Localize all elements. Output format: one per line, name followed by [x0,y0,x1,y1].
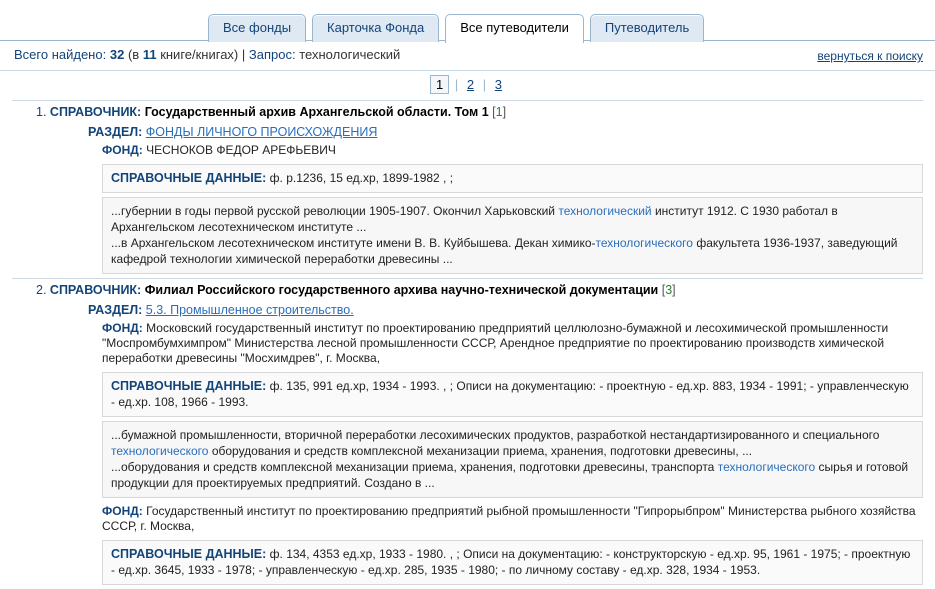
fond-label: ФОНД: [102,143,143,157]
reference-data-value: ф. р.1236, 15 ед.хр, 1899-1982 , ; [269,171,454,185]
reference-data-label: СПРАВОЧНЫЕ ДАННЫЕ: [111,547,267,561]
fond-name[interactable]: ЧЕСНОКОВ ФЕДОР АРЕФЬЕВИЧ [146,143,336,157]
tab-fund-card-label: Карточка Фонда [327,20,425,35]
summary-divider: | [241,47,246,62]
results-list [0,100,935,589]
razdel-row [88,122,923,141]
result-item [12,278,923,585]
snippet-card [102,421,923,498]
spravochnik-label: СПРАВОЧНИК: [49,105,142,119]
snippet-text: ...оборудования и средств комплексной механизации приема, хранения, подготовки древесины, транспорта [111,460,718,474]
tab-all-guides-label: Все путеводители [460,20,569,35]
result-body [12,300,923,585]
result-number: 1. [36,105,47,119]
reference-data-value: ф. 135, 991 ед.хр, 1934 - 1993. , ; Описи на документацию: - проектную - ед.хр. 883, 1934 - 1991; - управленческую - ед.хр. 108, 1966 - 1993. [111,379,909,409]
snippet-text: факультета 1936-1937, заведующий кафедрой технологии химической переработки древесины ... [111,236,898,266]
razdel-link[interactable]: 5.3. Промышленное строительство. [145,303,354,317]
highlighted-term[interactable]: технологического [595,236,693,250]
result-count: [3] [661,283,676,297]
pager-separator-2: | [482,77,487,92]
result-header [12,100,923,122]
result-body [12,122,923,274]
razdel-label: РАЗДЕЛ: [88,125,143,139]
highlighted-term[interactable]: технологического [111,444,209,458]
tab-all-funds[interactable] [208,14,306,42]
razdel-link[interactable]: ФОНДЫ ЛИЧНОГО ПРОИСХОЖДЕНИЯ [145,125,378,139]
books-open-paren: (в [127,47,140,62]
tab-all-funds-label: Все фонды [223,20,292,35]
tab-fund-card[interactable] [312,14,439,42]
back-to-search-link[interactable]: вернуться к поиску [817,49,923,63]
reference-data-value: ф. 134, 4353 ед.хр, 1933 - 1980. , ; Описи на документацию: - конструкторскую - ед.хр. 95, 1961 - 1975; - проектную - ед.хр. 3645, 1933 - 1978; - управленческую - ед.хр. 285, 1935 - 1980; - по личному составу - ед.хр. 328, 1934 - 1953. [111,547,911,577]
tab-bar [0,0,935,41]
tab-guide-label: Путеводитель [604,20,690,35]
fond-label: ФОНД: [102,504,143,518]
snippet-text: ...в Архангельском лесотехническом институте имени В. В. Куйбышева. Декан химико- [111,236,596,250]
pagination [0,71,935,100]
page-link-1[interactable]: 1 [430,75,449,94]
snippet-text: ...губернии в годы первой русской революции 1905-1907. Окончил Харьковский [111,204,559,218]
snippet-line [111,235,914,267]
spravochnik-label: СПРАВОЧНИК: [49,283,142,297]
fond-row [88,319,923,368]
highlighted-term[interactable]: технологического [717,460,816,474]
tab-guide[interactable] [590,14,704,42]
reference-data-label: СПРАВОЧНЫЕ ДАННЫЕ: [111,379,267,393]
snippet-text: сырья и готовой продукции для проектируемых предприятий. Создано в ... [111,460,909,490]
reference-data-card [102,164,923,193]
fond-row [88,502,923,536]
snippet-text: ...бумажной промышленности, вторичной переработки лесохимических продуктов, разработкой нестандартизированного и специального [111,428,880,442]
razdel-label: РАЗДЕЛ: [88,303,143,317]
found-label: Всего найдено: [14,47,107,62]
spravochnik-title[interactable]: Государственный архив Архангельской области. Том 1 [144,105,489,119]
result-number: 2. [36,283,47,297]
snippet-card [102,197,923,274]
page-link-3[interactable]: 3 [494,77,502,92]
reference-data-label: СПРАВОЧНЫЕ ДАННЫЕ: [111,171,267,185]
found-count: 32 [109,47,125,62]
snippet-line [111,427,914,459]
highlighted-term[interactable]: технологический [558,204,652,218]
page-link-2[interactable]: 2 [466,77,475,92]
fond-row [88,141,923,160]
snippet-line [111,459,914,491]
snippet-line [111,203,914,235]
fond-name[interactable]: Московский государственный институт по проектированию предприятий целлюлозно-бумажной и лесохимической промышленности "Моспромбумхимпром" Министерства лесной промышленности СССР, Арендное предприятие по проектированию производств химической переработки древесины "Мосхимдрев", г. Москва, [102,321,889,365]
books-count: 11 [142,47,157,62]
fond-name[interactable]: Государственный институт по проектированию предприятий рыбной промышленности "Гипрорыбпром" Министерства рыбного хозяйства СССР, г. Москва, [102,504,916,533]
query-value: технологический [299,47,401,62]
books-word: книге/книгах) [160,47,239,62]
results-summary-bar [0,41,935,71]
fond-label: ФОНД: [102,321,143,335]
result-header [12,278,923,300]
query-label: Запрос: [248,47,296,62]
tab-all-guides[interactable] [445,14,584,43]
tab-list [208,14,704,42]
result-item [12,100,923,274]
reference-data-card [102,540,923,585]
snippet-text: институт 1912. С 1930 работал в Архангельском лесотехническом институте ... [111,204,838,234]
result-count: [1] [492,105,507,119]
pager-separator-1: | [454,77,459,92]
spravochnik-title[interactable]: Филиал Российского государственного архива научно-технической документации [144,283,659,297]
razdel-row [88,300,923,319]
reference-data-card [102,372,923,417]
snippet-text: оборудования и средств комплексной механизации приема, хранения, подготовки древесины, ... [208,444,753,458]
